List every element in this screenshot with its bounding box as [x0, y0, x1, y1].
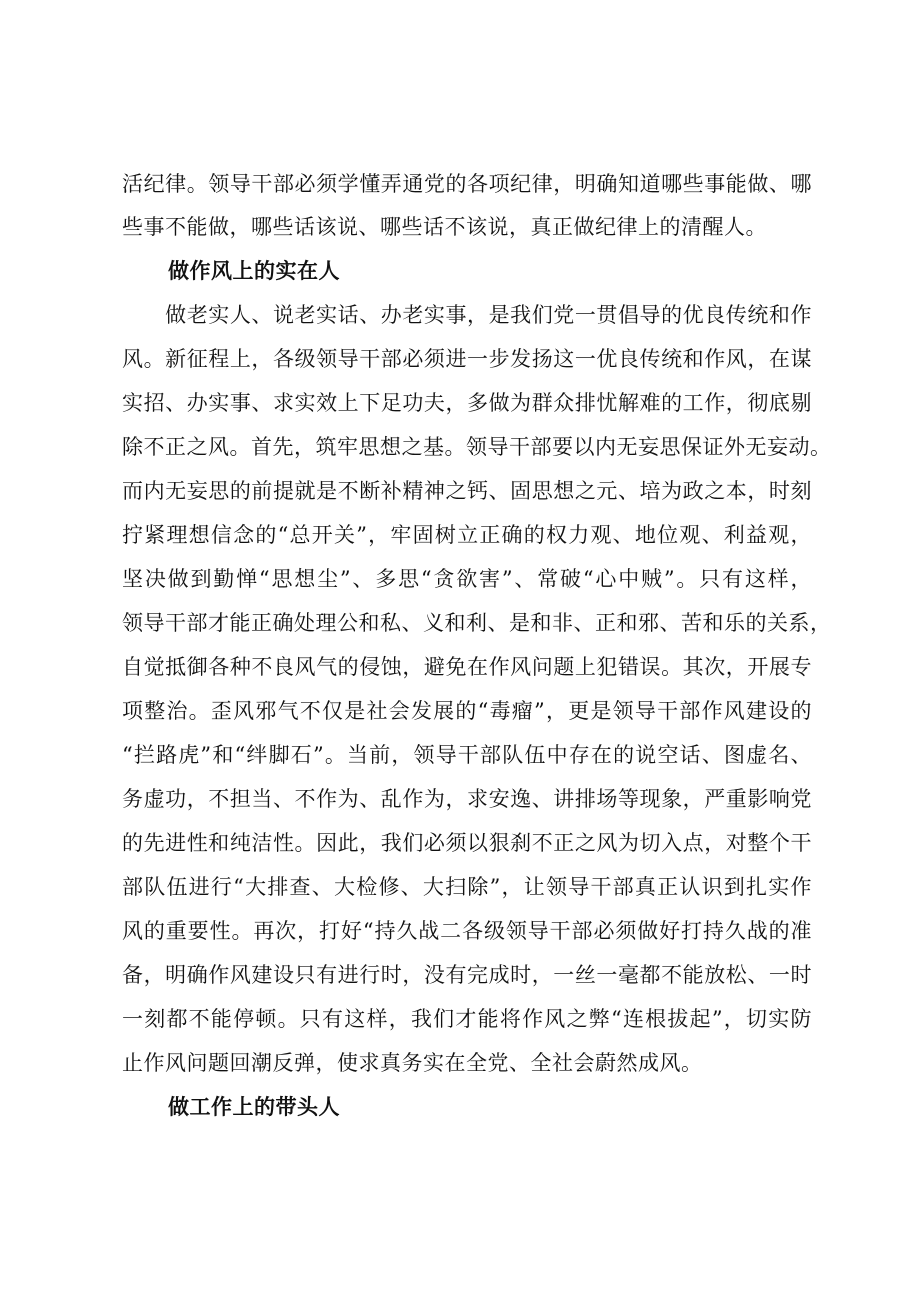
- body-text-line: 领导干部才能正确处理公和私、义和利、是和非、正和邪、苦和乐的关系，: [122, 611, 832, 635]
- section-heading: 做工作上的带头人: [168, 1094, 340, 1119]
- section-heading: 做作风上的实在人: [168, 258, 340, 283]
- body-text-line: 实招、办实事、求实效上下足功夫，多做为群众排忧解难的工作，彻底剔: [122, 391, 812, 415]
- body-text-line: 拧紧理想信念的“总开关”，牢固树立正确的权力观、地位观、利益观，: [122, 523, 812, 547]
- body-text-line: 风。新征程上，各级领导干部必须进一步发扬这一优良传统和作风，在谋: [122, 347, 812, 371]
- body-text-line: 而内无妄思的前提就是不断补精神之钙、固思想之元、培为政之本，时刻: [122, 479, 812, 503]
- body-text-line: 做老实人、说老实话、办老实事，是我们党一贯倡导的优良传统和作: [122, 303, 812, 327]
- body-text-line: 活纪律。领导干部必须学懂弄通党的各项纪律，明确知道哪些事能做、哪: [122, 172, 812, 196]
- body-text-line: 一刻都不能停顿。只有这样，我们才能将作风之弊“连根拔起”，切实防: [122, 1007, 812, 1031]
- body-text-line: 部队伍进行“大排查、大检修、大扫除”，让领导干部真正认识到扎实作: [122, 875, 812, 899]
- body-text-line: 些事不能做，哪些话该说、哪些话不该说，真正做纪律上的清醒人。: [122, 215, 767, 239]
- body-text-line: 自觉抵御各种不良风气的侵蚀，避免在作风问题上犯错误。其次，开展专: [122, 655, 812, 679]
- body-text-line: 坚决做到勤惮“思想尘”、多思“贪欲害”、常破“心中贼”。只有这样，: [122, 567, 812, 591]
- body-text-line: 止作风问题回潮反弹，使求真务实在全党、全社会蔚然成风。: [122, 1051, 703, 1075]
- body-text-line: 备，明确作风建设只有进行时，没有完成时，一丝一毫都不能放松、一时: [122, 963, 812, 987]
- body-text-line: 除不正之风。首先，筑牢思想之基。领导干部要以内无妄思保证外无妄动。: [122, 435, 832, 459]
- body-text-line: “拦路虎”和“绊脚石”。当前，领导干部队伍中存在的说空话、图虚名、: [122, 743, 812, 767]
- body-text-line: 风的重要性。再次，打好“持久战二各级领导干部必须做好打持久战的准: [122, 919, 812, 943]
- body-text-line: 项整治。歪风邪气不仅是社会发展的“毒瘤”，更是领导干部作风建设的: [122, 699, 812, 723]
- body-text-line: 的先进性和纯洁性。因此，我们必须以狠刹不正之风为切入点，对整个干: [122, 831, 812, 855]
- body-text-line: 务虚功，不担当、不作为、乱作为，求安逸、讲排场等现象，严重影响党: [122, 787, 812, 811]
